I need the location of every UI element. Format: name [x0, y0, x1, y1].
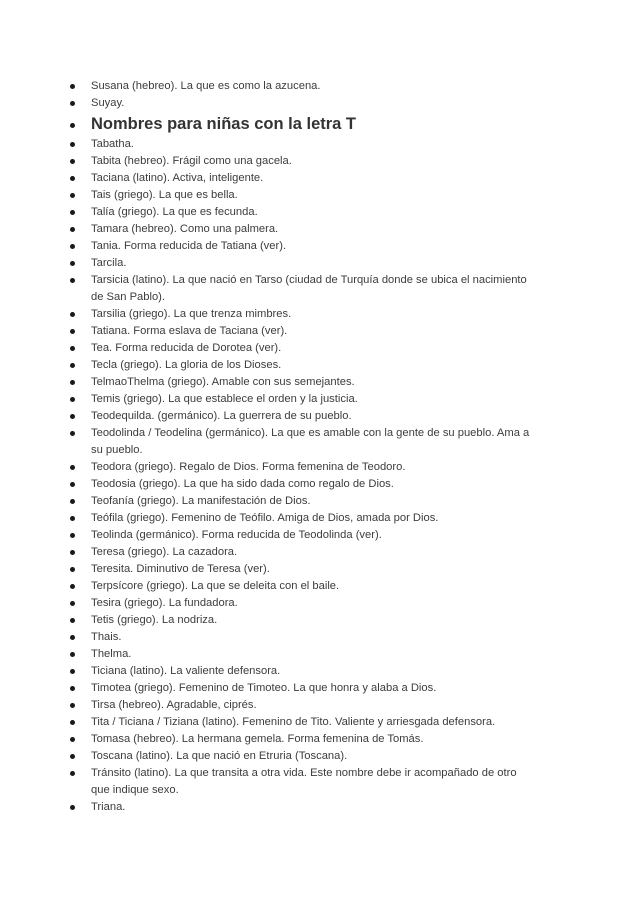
bullet-icon [70, 397, 75, 402]
list-item [0, 663, 638, 680]
list-item-text: Thais. [91, 631, 122, 643]
list-item [0, 357, 638, 374]
list-item [0, 391, 638, 408]
list-item [0, 799, 638, 816]
list-item [0, 170, 638, 187]
list-item-text: Tarsilia (griego). La que trenza mimbres. [91, 308, 292, 320]
list-item-text: Teodolinda / Teodelina (germánico). La que es amable con la gente de su pueblo. Ama a su pueblo. [91, 427, 530, 456]
list-item-text: Teodequilda. (germánico). La guerrera de su pueblo. [91, 410, 352, 422]
list-item [0, 323, 638, 340]
bullet-icon [70, 669, 75, 674]
list-item-text: Taciana (latino). Activa, inteligente. [91, 172, 264, 184]
bullet-icon [70, 550, 75, 555]
list-item [0, 221, 638, 238]
bullet-icon [70, 261, 75, 266]
list-item-text: Susana (hebreo). La que es como la azucena. [91, 80, 321, 92]
list-item-text: Tabita (hebreo). Frágil como una gacela. [91, 155, 292, 167]
list-item-text: Teresita. Diminutivo de Teresa (ver). [91, 563, 270, 575]
list-item [0, 680, 638, 697]
bullet-icon [70, 159, 75, 164]
bullet-icon [70, 123, 75, 128]
list-item-text: Tatiana. Forma eslava de Taciana (ver). [91, 325, 288, 337]
bullet-icon [70, 465, 75, 470]
list-item-text: Tabatha. [91, 138, 134, 150]
bullet-icon [70, 754, 75, 759]
bullet-icon [70, 244, 75, 249]
list-item [0, 374, 638, 391]
list-item-text: Toscana (latino). La que nació en Etruria (Toscana). [91, 750, 348, 762]
list-item [0, 272, 638, 306]
list-item-text: TelmaoThelma (griego). Amable con sus semejantes. [91, 376, 355, 388]
list-item-text: Teófila (griego). Femenino de Teófilo. Amiga de Dios, amada por Dios. [91, 512, 439, 524]
bullet-icon [70, 635, 75, 640]
section-heading-text: Nombres para niñas con la letra T [91, 115, 356, 133]
list-item [0, 748, 638, 765]
list-item [0, 510, 638, 527]
bullet-icon [70, 584, 75, 589]
list-item [0, 629, 638, 646]
list-item [0, 425, 638, 459]
bullet-icon [70, 737, 75, 742]
list-item [0, 714, 638, 731]
list-item [0, 578, 638, 595]
list-item [0, 340, 638, 357]
list-item [0, 697, 638, 714]
list-item [0, 306, 638, 323]
list-item-text: Tecla (griego). La gloria de los Dioses. [91, 359, 282, 371]
bullet-icon [70, 363, 75, 368]
section-heading [0, 112, 638, 136]
bullet-icon [70, 101, 75, 106]
list-item-text: Teodosia (griego). La que ha sido dada como regalo de Dios. [91, 478, 394, 490]
bullet-icon [70, 686, 75, 691]
list-item-text: Tais (griego). La que es bella. [91, 189, 238, 201]
list-item [0, 561, 638, 578]
list-item [0, 476, 638, 493]
list-item-text: Teresa (griego). La cazadora. [91, 546, 238, 558]
list-item [0, 187, 638, 204]
bullet-icon [70, 771, 75, 776]
bullet-icon [70, 84, 75, 89]
bullet-icon [70, 380, 75, 385]
list-item-text: Tomasa (hebreo). La hermana gemela. Forma femenina de Tomás. [91, 733, 424, 745]
bullet-icon [70, 312, 75, 317]
list-item [0, 646, 638, 663]
list-item-text: Teolinda (germánico). Forma reducida de Teodolinda (ver). [91, 529, 382, 541]
bullet-icon [70, 618, 75, 623]
bullet-icon [70, 278, 75, 283]
list-item-text: Tarcila. [91, 257, 127, 269]
list-item [0, 238, 638, 255]
bullet-icon [70, 567, 75, 572]
list-item [0, 731, 638, 748]
bullet-icon [70, 720, 75, 725]
bullet-icon [70, 193, 75, 198]
list-item [0, 765, 638, 799]
bullet-icon [70, 805, 75, 810]
list-item-text: Tita / Ticiana / Tiziana (latino). Femenino de Tito. Valiente y arriesgada defensora. [91, 716, 496, 728]
list-item-text: Ticiana (latino). La valiente defensora. [91, 665, 281, 677]
list-item [0, 408, 638, 425]
bullet-icon [70, 703, 75, 708]
list-item-text: Teodora (griego). Regalo de Dios. Forma femenina de Teodoro. [91, 461, 406, 473]
bullet-icon [70, 176, 75, 181]
bullet-icon [70, 142, 75, 147]
list-item [0, 78, 638, 95]
bullet-icon [70, 346, 75, 351]
list-item [0, 136, 638, 153]
bullet-icon [70, 482, 75, 487]
list-item-text: Tetis (griego). La nodriza. [91, 614, 218, 626]
bullet-icon [70, 533, 75, 538]
list-item [0, 153, 638, 170]
list-item [0, 204, 638, 221]
bullet-icon [70, 431, 75, 436]
list-item-text: Terpsícore (griego). La que se deleita con el baile. [91, 580, 340, 592]
names-list [0, 78, 638, 816]
bullet-icon [70, 499, 75, 504]
list-item-text: Tea. Forma reducida de Dorotea (ver). [91, 342, 282, 354]
list-item [0, 612, 638, 629]
list-item-text: Teofanía (griego). La manifestación de Dios. [91, 495, 311, 507]
list-item-text: Tránsito (latino). La que transita a otra vida. Este nombre debe ir acompañado de otro que indique sexo. [91, 767, 517, 796]
list-item-text: Suyay. [91, 97, 125, 109]
list-item-text: Tesira (griego). La fundadora. [91, 597, 238, 609]
bullet-icon [70, 414, 75, 419]
list-item-text: Timotea (griego). Femenino de Timoteo. La que honra y alaba a Dios. [91, 682, 437, 694]
bullet-icon [70, 329, 75, 334]
list-item-text: Thelma. [91, 648, 132, 660]
list-item [0, 527, 638, 544]
list-item-text: Tamara (hebreo). Como una palmera. [91, 223, 279, 235]
list-item-text: Tarsicia (latino). La que nació en Tarso (ciudad de Turquía donde se ubica el nacimiento de San Pablo). [91, 274, 527, 303]
list-item-text: Triana. [91, 801, 126, 813]
list-item [0, 595, 638, 612]
list-item-text: Tania. Forma reducida de Tatiana (ver). [91, 240, 287, 252]
bullet-icon [70, 227, 75, 232]
list-item-text: Tirsa (hebreo). Agradable, ciprés. [91, 699, 257, 711]
bullet-icon [70, 516, 75, 521]
list-item-text: Temis (griego). La que establece el orden y la justicia. [91, 393, 358, 405]
list-item [0, 493, 638, 510]
list-item [0, 95, 638, 112]
bullet-icon [70, 601, 75, 606]
bullet-icon [70, 652, 75, 657]
list-item [0, 255, 638, 272]
bullet-icon [70, 210, 75, 215]
list-item [0, 459, 638, 476]
list-item-text: Talía (griego). La que es fecunda. [91, 206, 258, 218]
list-item [0, 544, 638, 561]
